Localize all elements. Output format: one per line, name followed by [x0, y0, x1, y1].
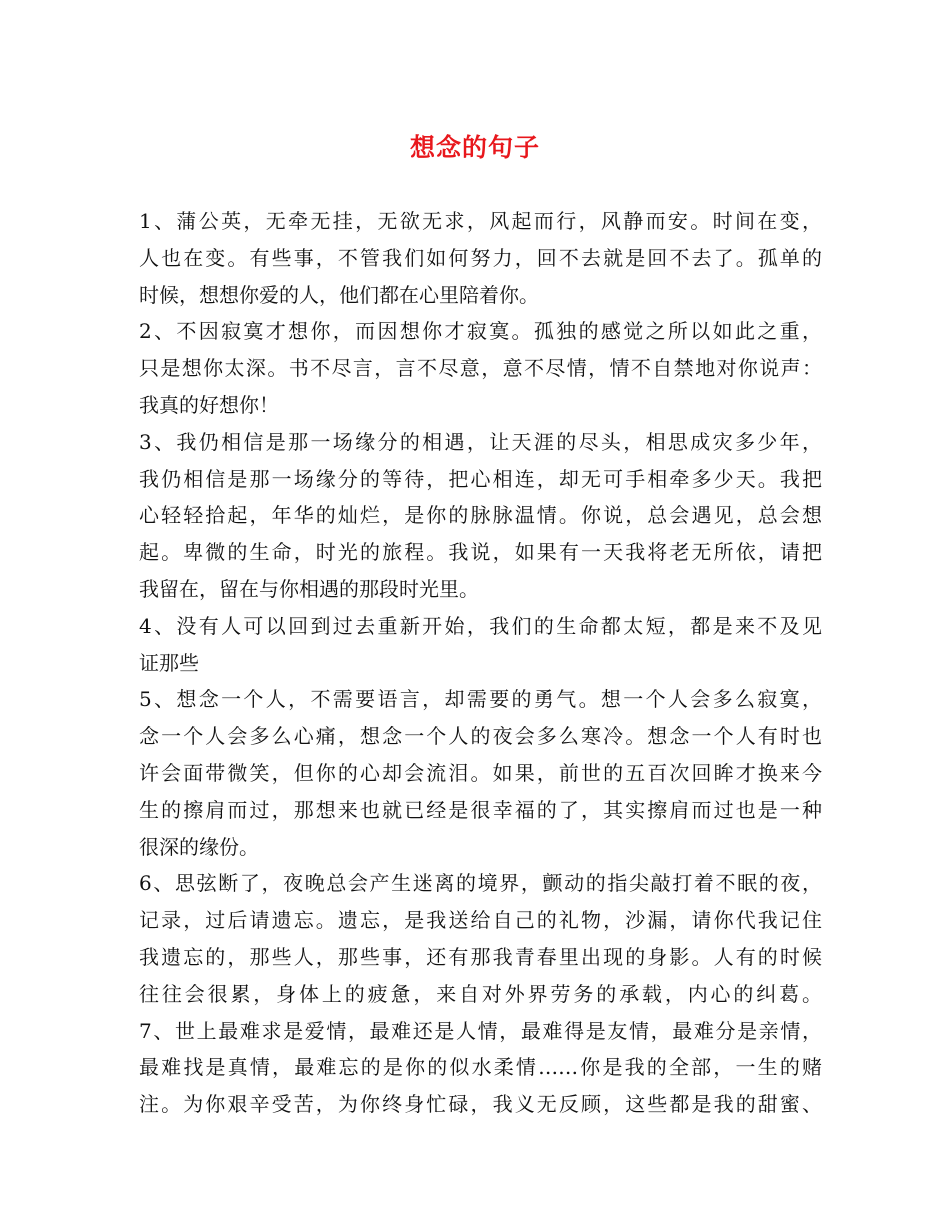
text-line: 4、没有人可以回到过去重新开始，我们的生命都太短，都是来不及见 — [139, 613, 822, 638]
text-line: 证那些 — [139, 650, 199, 675]
text-line: 心轻轻拾起，年华的灿烂，是你的脉脉温情。你说，总会遇见，总会想 — [139, 503, 822, 528]
text-line: 很深的缘份。 — [139, 834, 259, 859]
text-line: 起。卑微的生命，时光的旅程。我说，如果有一天我将老无所依，请把 — [139, 540, 822, 565]
text-line: 2、不因寂寞才想你，而因想你才寂寞。孤独的感觉之所以如此之重， — [139, 319, 822, 344]
document-body — [139, 203, 822, 1123]
text-line: 念一个人会多么心痛，想念一个人的夜会多么寒冷。想念一个人有时也 — [139, 724, 822, 749]
text-line: 我遗忘的，那些人，那些事，还有那我青春里出现的身影。人有的时候 — [139, 944, 822, 969]
text-line: 只是想你太深。书不尽言，言不尽意，意不尽情，情不自禁地对你说声： — [139, 356, 822, 381]
text-line: 最难找是真情，最难忘的是你的似水柔情……你是我的全部，一生的赌 — [139, 1055, 822, 1080]
text-line: 人也在变。有些事，不管我们如何努力，回不去就是回不去了。孤单的 — [139, 245, 822, 270]
text-line: 我真的好想你！ — [139, 392, 279, 417]
text-line: 1、蒲公英，无牵无挂，无欲无求，风起而行，风静而安。时间在变， — [139, 209, 822, 233]
text-line: 5、想念一个人，不需要语言，却需要的勇气。想一个人会多么寂寞， — [139, 687, 822, 712]
text-line: 生的擦肩而过，那想来也就已经是很幸福的了，其实擦肩而过也是一种 — [139, 797, 822, 822]
text-line: 6、思弦断了，夜晚总会产生迷离的境界，颤动的指尖敲打着不眠的夜， — [139, 871, 822, 896]
text-line: 时候，想想你爱的人，他们都在心里陪着你。 — [139, 282, 539, 307]
text-line: 许会面带微笑，但你的心却会流泪。如果，前世的五百次回眸才换来今 — [139, 760, 822, 785]
text-line: 3、我仍相信是那一场缘分的相遇，让天涯的尽头，相思成灾多少年， — [139, 429, 822, 454]
text-line: 往往会很累，身体上的疲惫，来自对外界劳务的承载，内心的纠葛。 — [139, 981, 822, 1006]
text-line: 注。为你艰辛受苦，为你终身忙碌，我义无反顾，这些都是我的甜蜜、 — [139, 1092, 822, 1117]
text-line: 我仍相信是那一场缘分的等待，把心相连，却无可手相牵多少天。我把 — [139, 466, 822, 491]
text-line: 记录，过后请遗忘。遗忘，是我送给自己的礼物，沙漏，请你代我记住 — [139, 908, 822, 933]
document-title: 想念的句子 — [409, 133, 540, 162]
text-line: 7、世上最难求是爱情，最难还是人情，最难得是友情，最难分是亲情， — [139, 1018, 822, 1043]
text-line: 我留在，留在与你相遇的那段时光里。 — [139, 576, 479, 601]
